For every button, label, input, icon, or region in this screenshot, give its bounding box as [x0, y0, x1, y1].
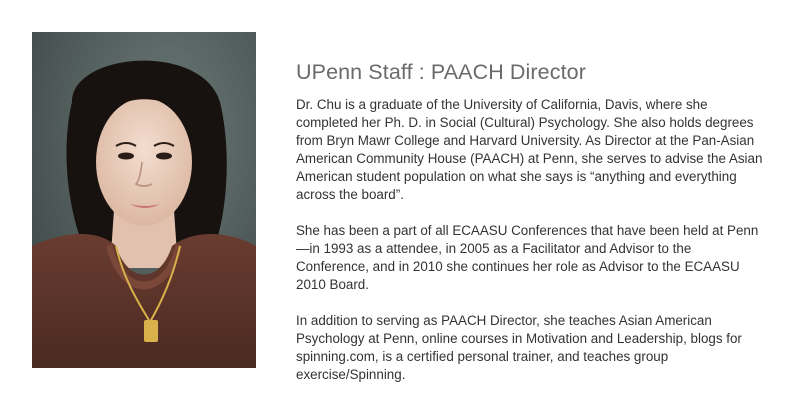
portrait-photo [32, 32, 256, 368]
bio-text [296, 96, 766, 400]
portrait-illustration [32, 32, 256, 368]
page-title: UPenn Staff : PAACH Director [296, 60, 586, 84]
bio-paragraph-ecaasu: She has been a part of all ECAASU Conferences that have been held at Penn—in 1993 as a attendee, in 2005 as a Facilitator and Advisor to the Conference, and in 2010 she continues her role as Advisor to the ECAASU 2010 Board. [296, 223, 759, 292]
bio-paragraph-teaching: In addition to serving as PAACH Director, she teaches Asian American Psychology at Penn, online courses in Motivation and Leadership, blogs for spinning.com, is a certified personal trainer, and teaches group exercise/Spinning. [296, 313, 742, 382]
bio-paragraph-education: Dr. Chu is a graduate of the University of California, Davis, where she completed her Ph. D. in Social (Cultural) Psychology. She also holds degrees from Bryn Mawr College and Harvard University. As Director at the Pan-Asian American Community House (PAACH) at Penn, she serves to advise the Asian American student population on what she says is “anything and everything across the board”. [296, 97, 763, 202]
